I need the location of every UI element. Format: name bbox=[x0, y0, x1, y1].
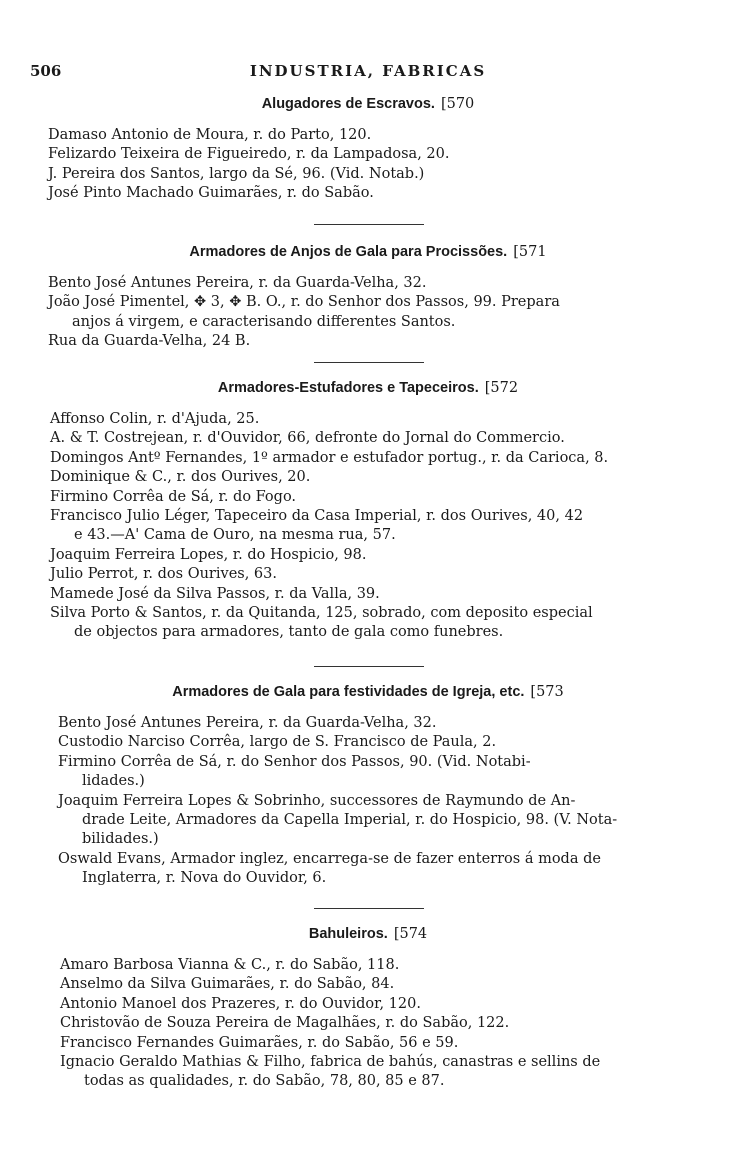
section-divider bbox=[314, 224, 424, 225]
entry-text: Firmino Corrêa de Sá, r. do Senhor dos Passos, 90. (Vid. Notabi- bbox=[58, 753, 531, 770]
list-item bbox=[48, 165, 736, 184]
section-title: Bahuleiros. bbox=[308, 926, 388, 942]
entry-text: Bento José Antunes Pereira, r. da Guarda-Velha, 32. bbox=[48, 275, 427, 291]
entry-text-continuation: de objectos para armadores, tanto de gala como funebres. bbox=[74, 624, 504, 641]
list-item bbox=[50, 507, 736, 546]
list-item bbox=[50, 468, 736, 487]
list-item bbox=[48, 274, 736, 293]
running-title: INDUSTRIA, FABRICAS bbox=[249, 62, 487, 80]
entry-list bbox=[48, 126, 736, 204]
list-item bbox=[48, 332, 736, 351]
section-title: Armadores de Gala para festividades de Igreja, etc. bbox=[172, 684, 525, 700]
entry-text: Damaso Antonio de Moura, r. do Parto, 120. bbox=[48, 127, 372, 143]
section-alugadores-de-escravos bbox=[0, 92, 736, 204]
list-item bbox=[48, 184, 736, 203]
entry-text-continuation: Inglaterra, r. Nova do Ouvidor, 6. bbox=[82, 870, 327, 887]
list-item bbox=[60, 956, 736, 975]
section-heading bbox=[0, 922, 736, 946]
entry-text: A. & T. Costrejean, r. d'Ouvidor, 66, defronte do Jornal do Commercio. bbox=[50, 430, 565, 447]
list-item bbox=[48, 145, 736, 164]
list-item bbox=[60, 1014, 736, 1033]
entry-text: Domingos Antº Fernandes, 1º armador e estufador portug., r. da Carioca, 8. bbox=[50, 449, 609, 466]
list-item bbox=[58, 733, 736, 752]
section-number: [571 bbox=[513, 244, 547, 260]
entry-list bbox=[48, 274, 736, 352]
list-item bbox=[50, 410, 736, 429]
entry-text: J. Pereira dos Santos, largo da Sé, 96. (Vid. Notab.) bbox=[48, 165, 425, 182]
section-bahuleiros bbox=[0, 922, 736, 1092]
section-title: Alugadores de Escravos. bbox=[261, 96, 435, 112]
list-item bbox=[58, 753, 736, 792]
entry-list bbox=[50, 410, 736, 643]
section-heading bbox=[0, 240, 736, 264]
page-number: 506 bbox=[30, 62, 62, 80]
entry-text: João José Pimentel, ✥ 3, ✥ B. O., r. do Senhor dos Passos, 99. Prepara bbox=[48, 294, 560, 311]
section-title: Armadores-Estufadores e Tapeceiros. bbox=[217, 380, 479, 396]
entry-text: Oswald Evans, Armador inglez, encarrega-se de fazer enterros á moda de bbox=[58, 850, 601, 867]
entry-text-continuation: bilidades.) bbox=[82, 831, 159, 848]
entry-text: Affonso Colin, r. d'Ajuda, 25. bbox=[50, 411, 260, 427]
entry-text: Silva Porto & Santos, r. da Quitanda, 125, sobrado, com deposito especial bbox=[50, 605, 593, 622]
list-item bbox=[60, 975, 736, 994]
list-item bbox=[50, 429, 736, 448]
running-head bbox=[30, 62, 706, 84]
list-item bbox=[58, 850, 736, 889]
entry-list bbox=[60, 956, 736, 1092]
list-item bbox=[58, 792, 736, 850]
entry-list bbox=[58, 714, 736, 889]
section-number: [572 bbox=[484, 380, 519, 396]
list-item bbox=[50, 546, 736, 565]
entry-text: Mamede José da Silva Passos, r. da Valla, 39. bbox=[50, 585, 380, 602]
list-item bbox=[50, 604, 736, 643]
section-armadores-de-gala bbox=[0, 680, 736, 889]
section-heading bbox=[0, 92, 736, 116]
entry-text: Amaro Barbosa Vianna & C., r. do Sabão, 118. bbox=[60, 957, 400, 973]
list-item bbox=[50, 565, 736, 584]
list-item bbox=[60, 995, 736, 1014]
list-item bbox=[48, 293, 736, 332]
section-divider bbox=[314, 908, 424, 909]
entry-text: Felizardo Teixeira de Figueiredo, r. da Lampadosa, 20. bbox=[48, 146, 450, 163]
entry-text: Bento José Antunes Pereira, r. da Guarda-Velha, 32. bbox=[58, 715, 437, 731]
entry-text-continuation: todas as qualidades, r. do Sabão, 78, 80, 85 e 87. bbox=[84, 1073, 445, 1090]
entry-text: Julio Perrot, r. dos Ourives, 63. bbox=[50, 566, 277, 583]
section-divider bbox=[314, 666, 424, 667]
list-item bbox=[50, 585, 736, 604]
entry-text: Joaquim Ferreira Lopes & Sobrinho, successores de Raymundo de An- bbox=[58, 792, 576, 809]
section-armadores-estufadores bbox=[0, 376, 736, 643]
entry-text: José Pinto Machado Guimarães, r. do Sabão. bbox=[48, 185, 374, 202]
list-item bbox=[58, 714, 736, 733]
section-heading bbox=[0, 376, 736, 400]
entry-text: Antonio Manoel dos Prazeres, r. do Ouvidor, 120. bbox=[60, 995, 421, 1012]
entry-text: Firmino Corrêa de Sá, r. do Fogo. bbox=[50, 488, 297, 505]
entry-text-continuation: e 43.—A' Cama de Ouro, na mesma rua, 57. bbox=[74, 527, 396, 544]
section-number: [574 bbox=[393, 926, 428, 942]
list-item bbox=[60, 1053, 736, 1092]
entry-text: Francisco Julio Léger, Tapeceiro da Casa Imperial, r. dos Ourives, 40, 42 bbox=[50, 508, 584, 525]
entry-text: Anselmo da Silva Guimarães, r. do Sabão, 84. bbox=[60, 976, 395, 993]
list-item bbox=[60, 1034, 736, 1053]
entry-text-continuation: anjos á virgem, e caracterisando differentes Santos. bbox=[72, 313, 456, 330]
section-divider bbox=[314, 362, 424, 363]
entry-text: Dominique & C., r. dos Ourives, 20. bbox=[50, 469, 311, 486]
section-title: Armadores de Anjos de Gala para Procissões. bbox=[189, 244, 508, 260]
entry-text-continuation: drade Leite, Armadores da Capella Imperial, r. do Hospicio, 98. (V. Nota- bbox=[82, 812, 618, 829]
entry-text-continuation: lidades.) bbox=[82, 773, 145, 790]
entry-text: Christovão de Souza Pereira de Magalhães, r. do Sabão, 122. bbox=[60, 1015, 510, 1032]
entry-text: Custodio Narciso Corrêa, largo de S. Francisco de Paula, 2. bbox=[58, 734, 497, 751]
section-armadores-de-anjos bbox=[0, 240, 736, 352]
entry-text: Joaquim Ferreira Lopes, r. do Hospicio, 98. bbox=[50, 546, 367, 563]
section-number: [573 bbox=[530, 684, 564, 700]
entry-text: Francisco Fernandes Guimarães, r. do Sabão, 56 e 59. bbox=[60, 1034, 459, 1051]
section-number: [570 bbox=[440, 96, 475, 112]
list-item bbox=[48, 126, 736, 145]
section-heading bbox=[0, 680, 736, 704]
entry-text: Rua da Guarda-Velha, 24 B. bbox=[48, 333, 251, 350]
list-item bbox=[50, 449, 736, 468]
list-item bbox=[50, 488, 736, 507]
entry-text: Ignacio Geraldo Mathias & Filho, fabrica de bahús, canastras e sellins de bbox=[60, 1054, 601, 1071]
